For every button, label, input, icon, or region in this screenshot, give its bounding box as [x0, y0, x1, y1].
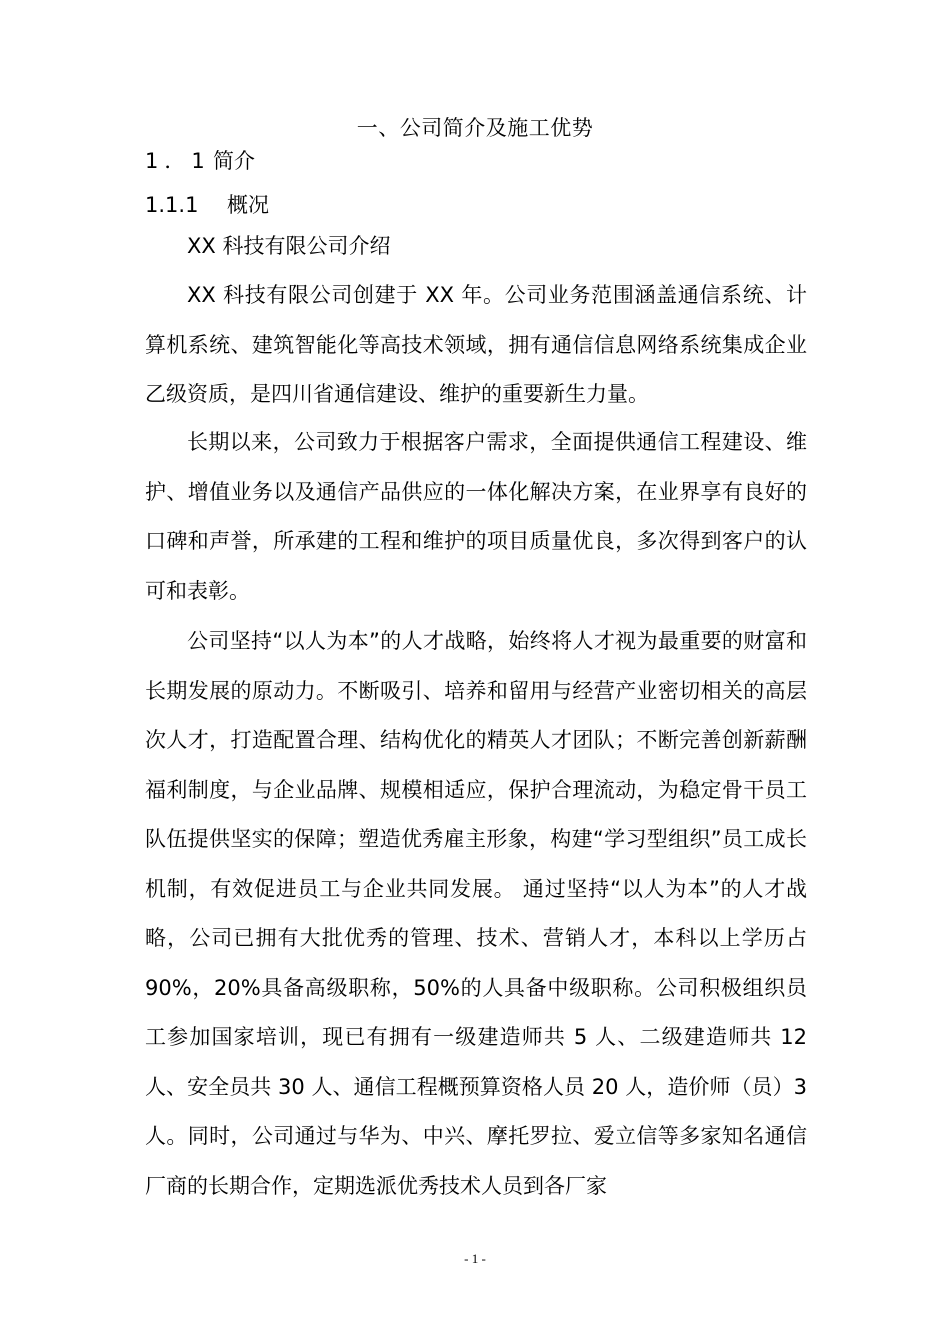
- section-heading-1-1: [145, 146, 255, 176]
- section-number: 1.1.1: [145, 193, 199, 217]
- paragraph-company-name: XX 科技有限公司介绍: [187, 234, 391, 258]
- section-number: 1．1: [145, 149, 211, 173]
- section-label: 概况: [227, 193, 269, 217]
- page-number: - 1 -: [464, 1251, 486, 1266]
- paragraph-talent-strategy: 公司坚持“以人为本”的人才战略，始终将人才视为最重要的财富和长期发展的原动力。不断吸引、培养和留用与经营产业密切相关的高层次人才，打造配置合理、结构优化的精英人才团队；不断完善创新薪酬福利制度，与企业品牌、规模相适应，保护合理流动，为稳定骨干员工队伍提供坚实的保障；塑造优秀雇主形象，构建“学习型组织”员工成长机制，有效促进员工与企业共同发展。 通过坚持“以人为本”的人才战略，公司已拥有大批优秀的管理、技术、营销人才，本科以上学历占 90%，20%具备高级职称，50%的人具备中级职称。公司积极组织员工参加国家培训，现已有拥有一级建造师共 5 人、二级建造师共 12 人、安全员共 30 人、通信工程概预算资格人员 20 人，造价师（员）3 人。同时，公司通过与华为、中兴、摩托罗拉、爱立信等多家知名通信厂商的长期合作，定期选派优秀技术人员到各厂家: [145, 629, 807, 1198]
- section-heading-1-1-1: [145, 190, 269, 220]
- section-label: 简介: [213, 149, 255, 173]
- paragraph-service: 长期以来，公司致力于根据客户需求，全面提供通信工程建设、维护、增值业务以及通信产品供应的一体化解决方案，在业界享有良好的口碑和声誉，所承建的工程和维护的项目质量优良，多次得到客户的认可和表彰。: [145, 430, 807, 603]
- document-title: 一、公司简介及施工优势: [356, 116, 594, 140]
- paragraph-company-intro: XX 科技有限公司创建于 XX 年。公司业务范围涵盖通信系统、计算机系统、建筑智能化等高技术领域，拥有通信信息网络系统集成企业乙级资质，是四川省通信建设、维护的重要新生力量。: [145, 283, 807, 406]
